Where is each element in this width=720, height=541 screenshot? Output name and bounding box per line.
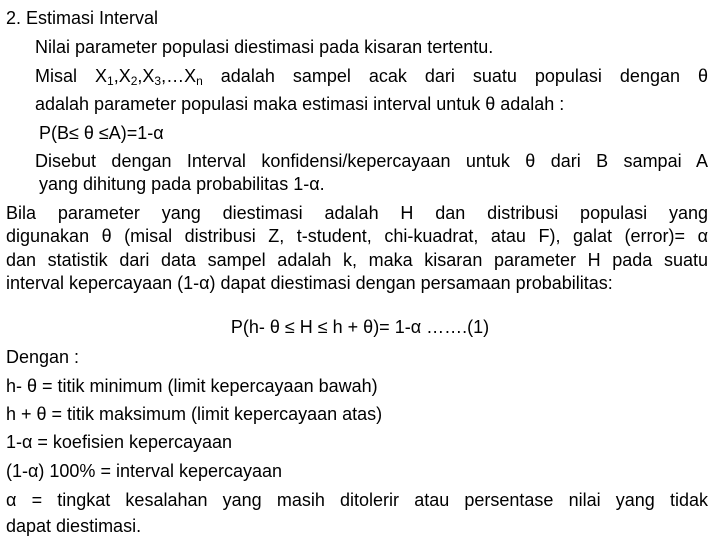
definition-line: α = tingkat kesalahan yang masih ditolerir atau persentase nilai yang tidak: [6, 490, 708, 510]
paragraph-line: yang dihitung pada probabilitas 1-α.: [39, 174, 325, 194]
paragraph-line: Nilai parameter populasi diestimasi pada kisaran tertentu.: [35, 37, 494, 57]
paragraph-line: adalah parameter populasi maka estimasi interval untuk θ adalah :: [35, 94, 565, 114]
paragraph-line: dan statistik dari data sampel adalah k, maka kisaran parameter H pada suatu: [6, 250, 708, 270]
paragraph-line: interval kepercayaan (1-α) dapat diestimasi dengan persamaan probabilitas:: [6, 273, 613, 293]
formula-line: P(B≤ θ ≤A)=1-α: [39, 123, 164, 143]
definition-line: (1-α) 100% = interval kepercayaan: [6, 461, 283, 481]
paragraph-line: digunakan θ (misal distribusi Z, t-student, chi-kuadrat, atau F), galat (error)= α: [6, 226, 708, 246]
paragraph-line: Disebut dengan Interval konfidensi/kepercayaan untuk θ dari B sampai A: [35, 151, 708, 171]
paragraph-line: Misal $X_1,X_2,X_3,\dots X_n$ adalah sampel acak dari suatu populasi dengan θ: [35, 66, 708, 88]
definition-line: dapat diestimasi.: [6, 516, 142, 536]
equation-line: P(h- θ ≤ H ≤ h + θ)= 1-α …….(1): [230, 317, 490, 337]
definition-line: 1-α = koefisien kepercayaan: [6, 432, 233, 452]
paragraph-line: Bila parameter yang diestimasi adalah H dan distribusi populasi yang: [6, 203, 708, 223]
definition-line: h + θ = titik maksimum (limit kepercayaan atas): [6, 404, 383, 424]
section-heading: 2. Estimasi Interval: [6, 8, 159, 28]
definition-heading: Dengan :: [6, 347, 80, 367]
definition-line: h- θ = titik minimum (limit kepercayaan bawah): [6, 376, 378, 396]
